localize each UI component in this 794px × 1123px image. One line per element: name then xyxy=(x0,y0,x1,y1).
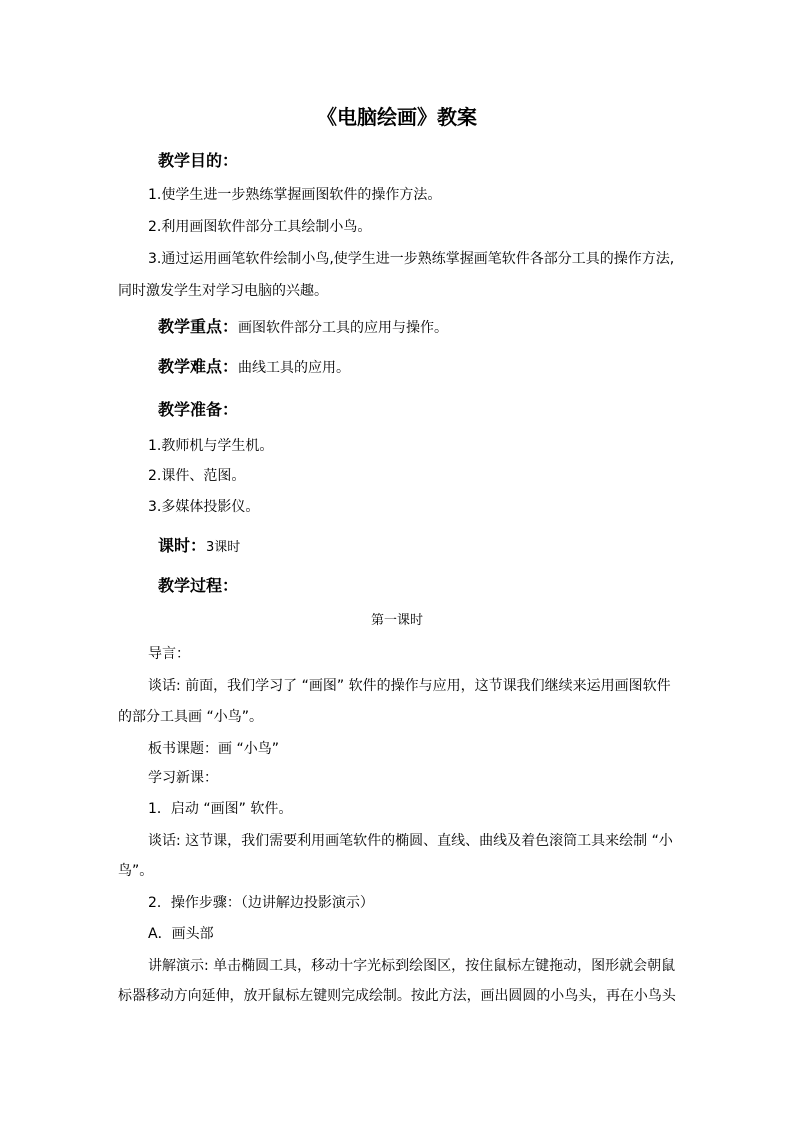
objective-item-1: 1.使学生进一步熟练掌握画图软件的操作方法。 xyxy=(148,187,442,203)
lesson-title: 第一课时 xyxy=(370,613,423,628)
process-line: 谈话: 前面，我们学习了 “画图” 软件的操作与应用，这节课我们继续来运用画图软件 xyxy=(148,678,671,694)
preparation-item-3: 3.多媒体投影仪。 xyxy=(148,499,260,515)
difficulties-heading: 教学难点： xyxy=(158,357,239,376)
hours-text: 3课时 xyxy=(206,540,241,555)
objective-item-3-cont: 同时激发学生对学习电脑的兴趣。 xyxy=(118,283,328,299)
preparation-item-1: 1.教师机与学生机。 xyxy=(148,438,274,454)
hours-heading: 课时： xyxy=(158,536,207,555)
key-points xyxy=(158,316,448,338)
hours xyxy=(158,535,240,558)
process-line: 板书课题：画 “小鸟” xyxy=(148,741,279,757)
objectives-heading: 教学目的： xyxy=(158,151,239,170)
process-line: 讲解演示: 单击椭圆工具，移动十字光标到绘图区，按住鼠标左键拖动，图形就会朝鼠 xyxy=(148,958,676,974)
process-line: 学习新课： xyxy=(148,770,218,786)
document-title: 《电脑绘画》教案 xyxy=(317,105,477,129)
process-line: 2．操作步骤：（边讲解边投影演示） xyxy=(148,895,374,911)
process-line: 鸟”。 xyxy=(118,863,154,879)
key-points-text: 画图软件部分工具的应用与操作。 xyxy=(238,320,449,336)
difficulties xyxy=(158,356,350,378)
preparation-item-2: 2.课件、范图。 xyxy=(148,468,246,484)
key-points-heading: 教学重点： xyxy=(158,317,239,336)
process-line: 标器移动方向延伸，放开鼠标左键则完成绘制。按此方法，画出圆圆的小鸟头，再在小鸟头 xyxy=(118,988,676,1004)
process-line: 导言： xyxy=(148,646,190,662)
process-heading: 教学过程： xyxy=(158,576,239,595)
process-line: 谈话: 这节课，我们需要利用画笔软件的椭圆、直线、曲线及着色滚筒工具来绘制 “小 xyxy=(148,833,673,849)
process-line: 的部分工具画 “小鸟”。 xyxy=(118,709,263,725)
objective-item-2: 2.利用画图软件部分工具绘制小鸟。 xyxy=(148,219,372,235)
process-line: 1．启动 “画图” 软件。 xyxy=(148,801,293,817)
objective-item-3: 3.通过运用画笔软件绘制小鸟,使学生进一步熟练掌握画笔软件各部分工具的操作方法, xyxy=(148,251,675,267)
process-line: A．画头部 xyxy=(148,926,214,942)
preparation-heading: 教学准备： xyxy=(158,400,239,419)
difficulties-text: 曲线工具的应用。 xyxy=(238,360,351,376)
